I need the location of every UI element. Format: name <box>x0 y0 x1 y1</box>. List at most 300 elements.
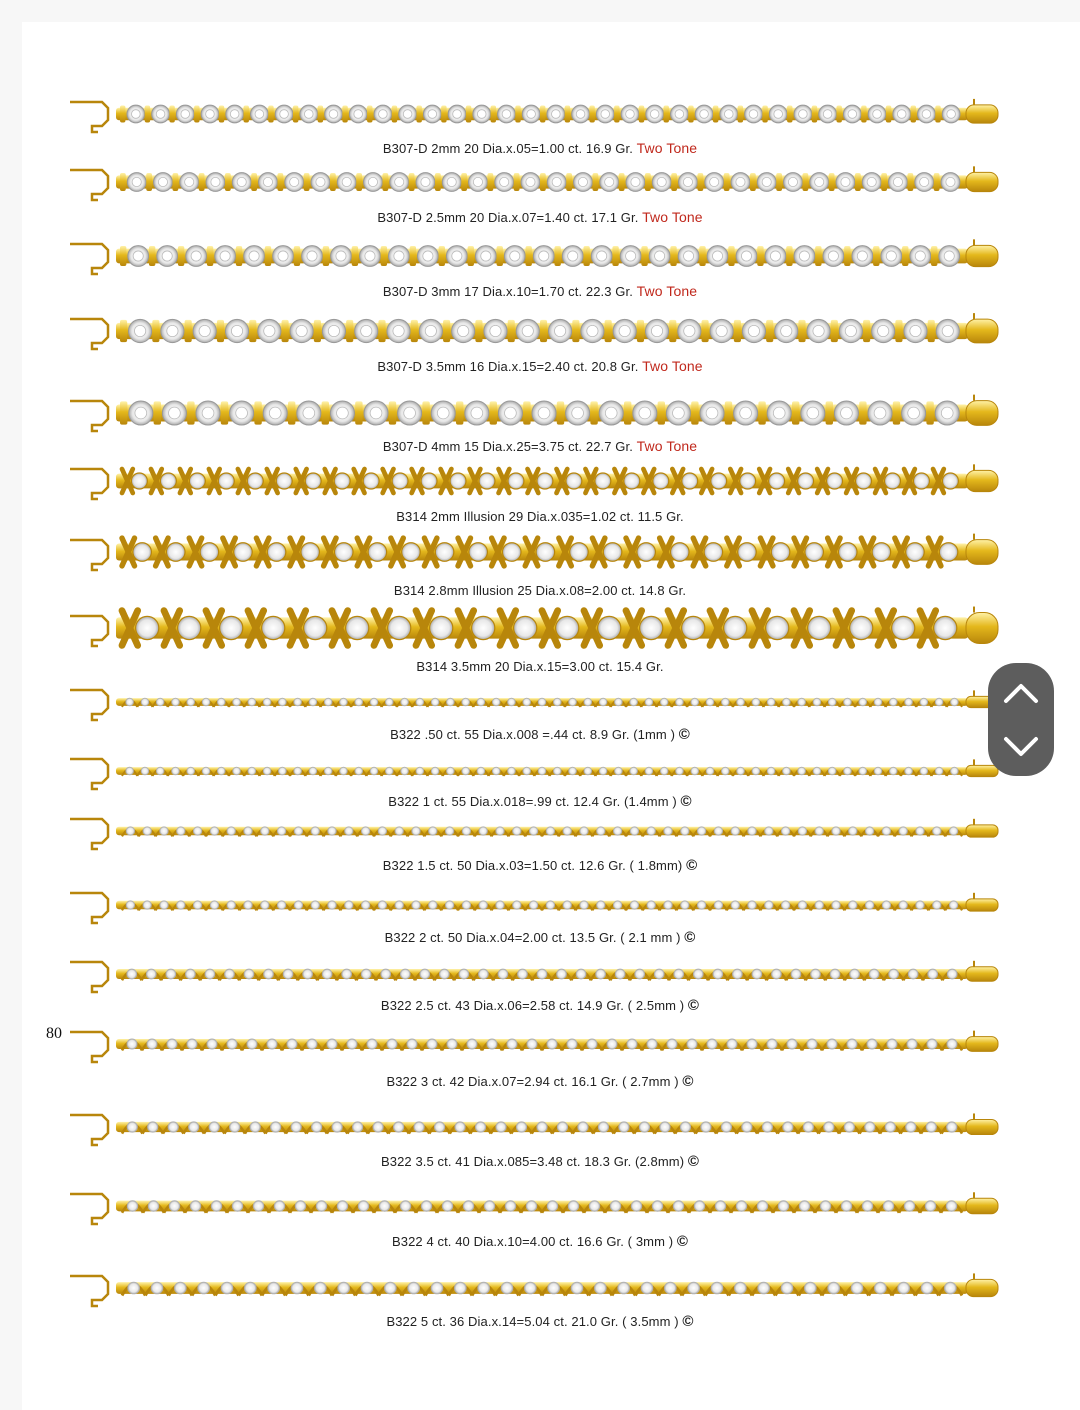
diamond-setting <box>905 767 913 775</box>
clasp-left <box>70 1276 108 1306</box>
diamond-setting <box>598 616 621 639</box>
diamond-setting <box>524 1282 536 1294</box>
diamond-setting <box>442 1201 453 1212</box>
diamond-setting <box>815 901 824 910</box>
diamond-setting <box>867 1039 877 1049</box>
diamond-setting <box>580 901 589 910</box>
diamond-setting <box>127 1201 138 1212</box>
diamond-setting <box>935 698 943 706</box>
diamond-setting <box>627 1039 637 1049</box>
diamond-setting <box>613 901 622 910</box>
diamond-setting <box>782 698 790 706</box>
diamond-setting <box>128 1282 140 1294</box>
diamond-setting <box>400 1201 411 1212</box>
diamond-setting <box>462 827 471 836</box>
diamond-setting <box>939 543 958 562</box>
diamond-setting <box>126 698 134 706</box>
diamond-setting <box>210 901 219 910</box>
diamond-setting <box>505 1201 516 1212</box>
diamond-setting <box>664 1282 676 1294</box>
diamond-setting <box>373 1122 383 1132</box>
diamond-setting <box>947 969 957 979</box>
diamond-setting <box>865 1122 875 1132</box>
diamond-setting <box>253 1201 264 1212</box>
diamond-setting <box>667 1039 677 1049</box>
diamond-setting <box>811 969 821 979</box>
bracelet-caption <box>0 140 1080 156</box>
bracelet-caption <box>0 283 1080 299</box>
caption-text: B322 .50 ct. 55 Dia.x.008 =.44 ct. 8.9 Gr. (1mm ) <box>390 727 676 742</box>
diamond-setting <box>673 1201 684 1212</box>
diamond-setting <box>635 969 645 979</box>
diamond-setting <box>200 543 219 562</box>
diamond-setting <box>324 698 332 706</box>
diamond-setting <box>322 969 332 979</box>
clasp-right <box>966 1198 998 1213</box>
caption-text: B307-D 2.5mm 20 Dia.x.07=1.40 ct. 17.1 Gr. <box>377 210 639 225</box>
clasp-right <box>966 319 998 343</box>
diamond-setting <box>143 901 152 910</box>
diamond-setting <box>379 1201 390 1212</box>
bracelet-caption <box>0 997 1080 1014</box>
diamond-setting <box>859 698 867 706</box>
diamond-setting <box>721 767 729 775</box>
diamond-setting <box>463 1201 474 1212</box>
diamond-setting <box>261 901 270 910</box>
diamond-setting <box>454 1282 466 1294</box>
diamond-setting <box>933 827 942 836</box>
diamond-setting <box>613 827 622 836</box>
diamond-setting <box>247 1039 257 1049</box>
copyright-mark: © <box>684 929 696 946</box>
diamond-setting <box>681 827 690 836</box>
caption-text: B322 3.5 ct. 41 Dia.x.085=3.48 ct. 18.3 Gr. (2.8mm) <box>380 1154 685 1169</box>
diamond-setting <box>599 698 607 706</box>
diamond-setting <box>334 473 350 489</box>
diamond-setting <box>355 698 363 706</box>
caption-text: B322 1.5 ct. 50 Dia.x.03=1.50 ct. 12.6 Gr. ( 1.8mm) <box>382 858 683 873</box>
diamond-setting <box>737 767 745 775</box>
bracelet-caption <box>0 1153 1080 1170</box>
copyright-mark: © <box>676 1233 689 1250</box>
clasp-right <box>966 245 998 266</box>
diamond-setting <box>327 1039 337 1049</box>
diamond-setting <box>742 1122 752 1132</box>
diamond-setting <box>849 827 858 836</box>
caption-text: B322 2.5 ct. 43 Dia.x.06=2.58 ct. 14.9 Gr. ( 2.5mm ) <box>380 998 685 1013</box>
diamond-setting <box>160 827 169 836</box>
diamond-setting <box>883 1201 894 1212</box>
diamond-setting <box>849 901 858 910</box>
diamond-setting <box>771 969 781 979</box>
diamond-setting <box>844 767 852 775</box>
diamond-setting <box>477 767 485 775</box>
diamond-setting <box>227 1039 237 1049</box>
diamond-setting <box>202 698 210 706</box>
bracelet-image <box>62 228 1002 284</box>
diamond-setting <box>514 616 537 639</box>
diamond-setting <box>220 616 243 639</box>
diamond-setting <box>412 901 421 910</box>
diamond-setting <box>670 543 689 562</box>
diamond-setting <box>538 698 546 706</box>
diamond-setting <box>850 616 873 639</box>
diamond-setting <box>874 698 882 706</box>
diamond-setting <box>126 901 135 910</box>
diamond-setting <box>421 473 437 489</box>
diamond-setting <box>167 1039 177 1049</box>
clasp-right <box>966 105 998 123</box>
diamond-setting <box>244 1282 256 1294</box>
bracelet-image <box>62 680 1002 724</box>
diamond-setting <box>925 1201 936 1212</box>
clasp-left <box>70 616 108 646</box>
diamond-setting <box>798 901 807 910</box>
diamond-setting <box>316 1201 327 1212</box>
diamond-setting <box>595 473 611 489</box>
diamond-setting <box>732 969 742 979</box>
diamond-setting <box>141 767 149 775</box>
diamond-setting <box>469 543 488 562</box>
diamond-setting <box>168 1122 178 1132</box>
diamond-setting <box>610 1201 621 1212</box>
bracelet-image <box>62 458 1002 504</box>
diamond-setting <box>737 698 745 706</box>
diamond-setting <box>767 767 775 775</box>
diamond-setting <box>731 901 740 910</box>
diamond-setting <box>358 1201 369 1212</box>
diamond-setting <box>869 969 879 979</box>
diamond-setting <box>603 543 622 562</box>
diamond-setting <box>462 767 470 775</box>
diamond-setting <box>523 698 531 706</box>
diamond-setting <box>647 827 656 836</box>
diamond-setting <box>748 901 757 910</box>
diamond-setting <box>570 543 589 562</box>
diamond-setting <box>513 827 522 836</box>
diamond-setting <box>865 827 874 836</box>
diamond-setting <box>798 767 806 775</box>
scroll-widget[interactable] <box>988 663 1054 776</box>
diamond-setting <box>782 767 790 775</box>
bracelet-image <box>62 303 1002 359</box>
diamond-setting <box>431 698 439 706</box>
clasp-left <box>70 819 108 849</box>
diamond-setting <box>385 767 393 775</box>
diamond-setting <box>727 1039 737 1049</box>
diamond-setting <box>402 543 421 562</box>
diamond-setting <box>126 827 135 836</box>
diamond-setting <box>898 1282 910 1294</box>
diamond-setting <box>713 969 723 979</box>
diamond-setting <box>526 1201 537 1212</box>
diamond-setting <box>277 901 286 910</box>
diamond-setting <box>694 1201 705 1212</box>
diamond-setting <box>148 1122 158 1132</box>
diamond-setting <box>479 473 495 489</box>
diamond-setting <box>641 1282 653 1294</box>
diamond-setting <box>172 698 180 706</box>
diamond-setting <box>652 1201 663 1212</box>
bracelet-caption <box>0 583 1080 598</box>
diamond-setting <box>270 1122 280 1132</box>
diamond-setting <box>478 969 488 979</box>
diamond-setting <box>827 1039 837 1049</box>
diamond-setting <box>589 1201 600 1212</box>
diamond-setting <box>492 698 500 706</box>
diamond-setting <box>664 901 673 910</box>
bracelet-caption <box>0 929 1080 946</box>
diamond-setting <box>640 616 663 639</box>
diamond-setting <box>294 767 302 775</box>
diamond-setting <box>395 827 404 836</box>
caption-text: B322 2 ct. 50 Dia.x.04=2.00 ct. 13.5 Gr. ( 2.1 mm ) <box>384 930 681 945</box>
diamond-setting <box>189 473 205 489</box>
diamond-setting <box>597 827 606 836</box>
diamond-setting <box>892 616 915 639</box>
bracelet-caption <box>0 209 1080 225</box>
diamond-setting <box>393 1122 403 1132</box>
diamond-setting <box>328 827 337 836</box>
diamond-setting <box>303 969 313 979</box>
diamond-setting <box>808 616 831 639</box>
diamond-setting <box>420 969 430 979</box>
diamond-setting <box>838 543 857 562</box>
diamond-setting <box>294 698 302 706</box>
diamond-setting <box>431 767 439 775</box>
diamond-setting <box>889 969 899 979</box>
diamond-setting <box>518 969 528 979</box>
diamond-setting <box>885 1122 895 1132</box>
diamond-setting <box>758 1282 770 1294</box>
diamond-setting <box>143 827 152 836</box>
bracelet-caption <box>0 857 1080 874</box>
diamond-setting <box>337 1201 348 1212</box>
diamond-setting <box>740 473 756 489</box>
diamond-setting <box>798 473 814 489</box>
diamond-setting <box>947 1039 957 1049</box>
clasp-left <box>70 170 108 200</box>
diamond-setting <box>697 901 706 910</box>
diamond-setting <box>781 901 790 910</box>
diamond-setting <box>207 1039 217 1049</box>
diamond-setting <box>765 827 774 836</box>
diamond-setting <box>187 1039 197 1049</box>
diamond-setting <box>247 473 263 489</box>
diamond-setting <box>496 901 505 910</box>
diamond-setting <box>680 1122 690 1132</box>
diamond-setting <box>899 901 908 910</box>
diamond-setting <box>217 698 225 706</box>
diamond-setting <box>865 901 874 910</box>
bracelet-caption <box>0 1233 1080 1250</box>
diamond-setting <box>189 1122 199 1132</box>
diamond-setting <box>844 698 852 706</box>
diamond-setting <box>614 767 622 775</box>
bracelet-image <box>62 880 1002 930</box>
diamond-setting <box>596 969 606 979</box>
clasp-left <box>70 469 108 499</box>
diamond-setting <box>205 969 215 979</box>
diamond-setting <box>647 1039 657 1049</box>
diamond-setting <box>412 827 421 836</box>
diamond-setting <box>747 1039 757 1049</box>
diamond-setting <box>553 767 561 775</box>
diamond-setting <box>920 698 928 706</box>
caption-text: B314 2.8mm Illusion 25 Dia.x.08=2.00 ct. 14.8 Gr. <box>393 583 687 598</box>
diamond-setting <box>429 827 438 836</box>
diamond-setting <box>416 698 424 706</box>
diamond-setting <box>250 1122 260 1132</box>
diamond-setting <box>224 969 234 979</box>
diamond-setting <box>607 1039 617 1049</box>
page-number: 80 <box>46 1025 62 1042</box>
diamond-setting <box>177 827 186 836</box>
diamond-setting <box>334 543 353 562</box>
clasp-right <box>966 540 998 565</box>
diamond-setting <box>127 1039 137 1049</box>
diamond-setting <box>210 827 219 836</box>
diamond-setting <box>874 767 882 775</box>
diamond-setting <box>340 767 348 775</box>
diamond-setting <box>304 616 327 639</box>
diamond-setting <box>949 901 958 910</box>
diamond-setting <box>908 969 918 979</box>
diamond-setting <box>233 698 241 706</box>
diamond-setting <box>872 543 891 562</box>
diamond-setting <box>131 473 147 489</box>
chevron-down-icon <box>1003 736 1039 758</box>
diamond-setting <box>446 698 454 706</box>
bracelet-caption <box>0 726 1080 743</box>
diamond-setting <box>294 901 303 910</box>
clasp-right <box>966 1279 998 1296</box>
diamond-setting <box>229 1122 239 1132</box>
diamond-setting <box>127 969 137 979</box>
diamond-setting <box>217 767 225 775</box>
diamond-setting <box>477 698 485 706</box>
diamond-setting <box>578 1122 588 1132</box>
clasp-left <box>70 962 108 992</box>
diamond-setting <box>637 543 656 562</box>
diamond-setting <box>767 698 775 706</box>
diamond-setting <box>798 698 806 706</box>
diamond-setting <box>711 473 727 489</box>
diamond-setting <box>738 543 757 562</box>
diamond-setting <box>949 827 958 836</box>
diamond-setting <box>287 1039 297 1049</box>
diamond-setting <box>832 827 841 836</box>
diamond-setting <box>492 767 500 775</box>
diamond-setting <box>944 1282 956 1294</box>
diamond-setting <box>166 969 176 979</box>
diamond-setting <box>781 1282 793 1294</box>
diamond-setting <box>233 767 241 775</box>
diamond-setting <box>660 698 668 706</box>
diamond-setting <box>276 473 292 489</box>
diamond-setting <box>507 1039 517 1049</box>
diamond-setting <box>328 901 337 910</box>
bracelet-image <box>62 598 1002 658</box>
clasp-left <box>70 540 108 570</box>
diamond-setting <box>827 473 843 489</box>
diamond-setting <box>169 1201 180 1212</box>
diamond-setting <box>547 1039 557 1049</box>
diamond-setting <box>904 1201 915 1212</box>
clasp-left <box>70 759 108 789</box>
diamond-setting <box>615 969 625 979</box>
diamond-setting <box>508 698 516 706</box>
diamond-setting <box>384 1282 396 1294</box>
diamond-setting <box>498 969 508 979</box>
diamond-setting <box>619 1122 629 1132</box>
diamond-setting <box>706 767 714 775</box>
diamond-setting <box>133 543 152 562</box>
diamond-setting <box>660 1122 670 1132</box>
diamond-setting <box>277 827 286 836</box>
diamond-setting <box>166 543 185 562</box>
diamond-setting <box>467 1039 477 1049</box>
diamond-setting <box>141 698 149 706</box>
diamond-setting <box>487 1039 497 1049</box>
diamond-setting <box>921 1282 933 1294</box>
diamond-setting <box>278 698 286 706</box>
scroll-down-button[interactable] <box>988 719 1054 775</box>
diamond-setting <box>889 698 897 706</box>
caption-text: B307-D 3mm 17 Dia.x.10=1.70 ct. 22.3 Gr. <box>382 284 633 299</box>
scroll-up-button[interactable] <box>988 665 1054 721</box>
diamond-setting <box>435 543 454 562</box>
diamond-setting <box>361 1282 373 1294</box>
diamond-setting <box>765 901 774 910</box>
diamond-setting <box>859 767 867 775</box>
diamond-setting <box>676 698 684 706</box>
diamond-setting <box>681 901 690 910</box>
copyright-mark: © <box>678 726 690 743</box>
diamond-setting <box>496 1122 506 1132</box>
diamond-setting <box>401 767 409 775</box>
diamond-setting <box>501 1282 513 1294</box>
diamond-setting <box>707 1039 717 1049</box>
diamond-setting <box>314 1282 326 1294</box>
diamond-setting <box>484 1201 495 1212</box>
diamond-setting <box>381 969 391 979</box>
diamond-setting <box>771 543 790 562</box>
diamond-setting <box>614 698 622 706</box>
diamond-setting <box>950 767 958 775</box>
diamond-setting <box>580 827 589 836</box>
diamond-setting <box>361 901 370 910</box>
diamond-setting <box>178 616 201 639</box>
diamond-setting <box>368 543 387 562</box>
diamond-setting <box>455 1122 465 1132</box>
clasp-left <box>70 690 108 720</box>
diamond-setting <box>414 1122 424 1132</box>
diamond-setting <box>234 543 253 562</box>
diamond-setting <box>148 1201 159 1212</box>
diamond-setting <box>294 827 303 836</box>
clasp-right <box>966 613 998 644</box>
diamond-setting <box>227 901 236 910</box>
diamond-setting <box>567 1039 577 1049</box>
diamond-setting <box>757 1201 768 1212</box>
diamond-setting <box>734 1282 746 1294</box>
diamond-setting <box>160 473 176 489</box>
diamond-setting <box>828 767 836 775</box>
diamond-setting <box>752 698 760 706</box>
diamond-setting <box>127 1122 137 1132</box>
two-tone-label: Two Tone <box>636 140 698 156</box>
